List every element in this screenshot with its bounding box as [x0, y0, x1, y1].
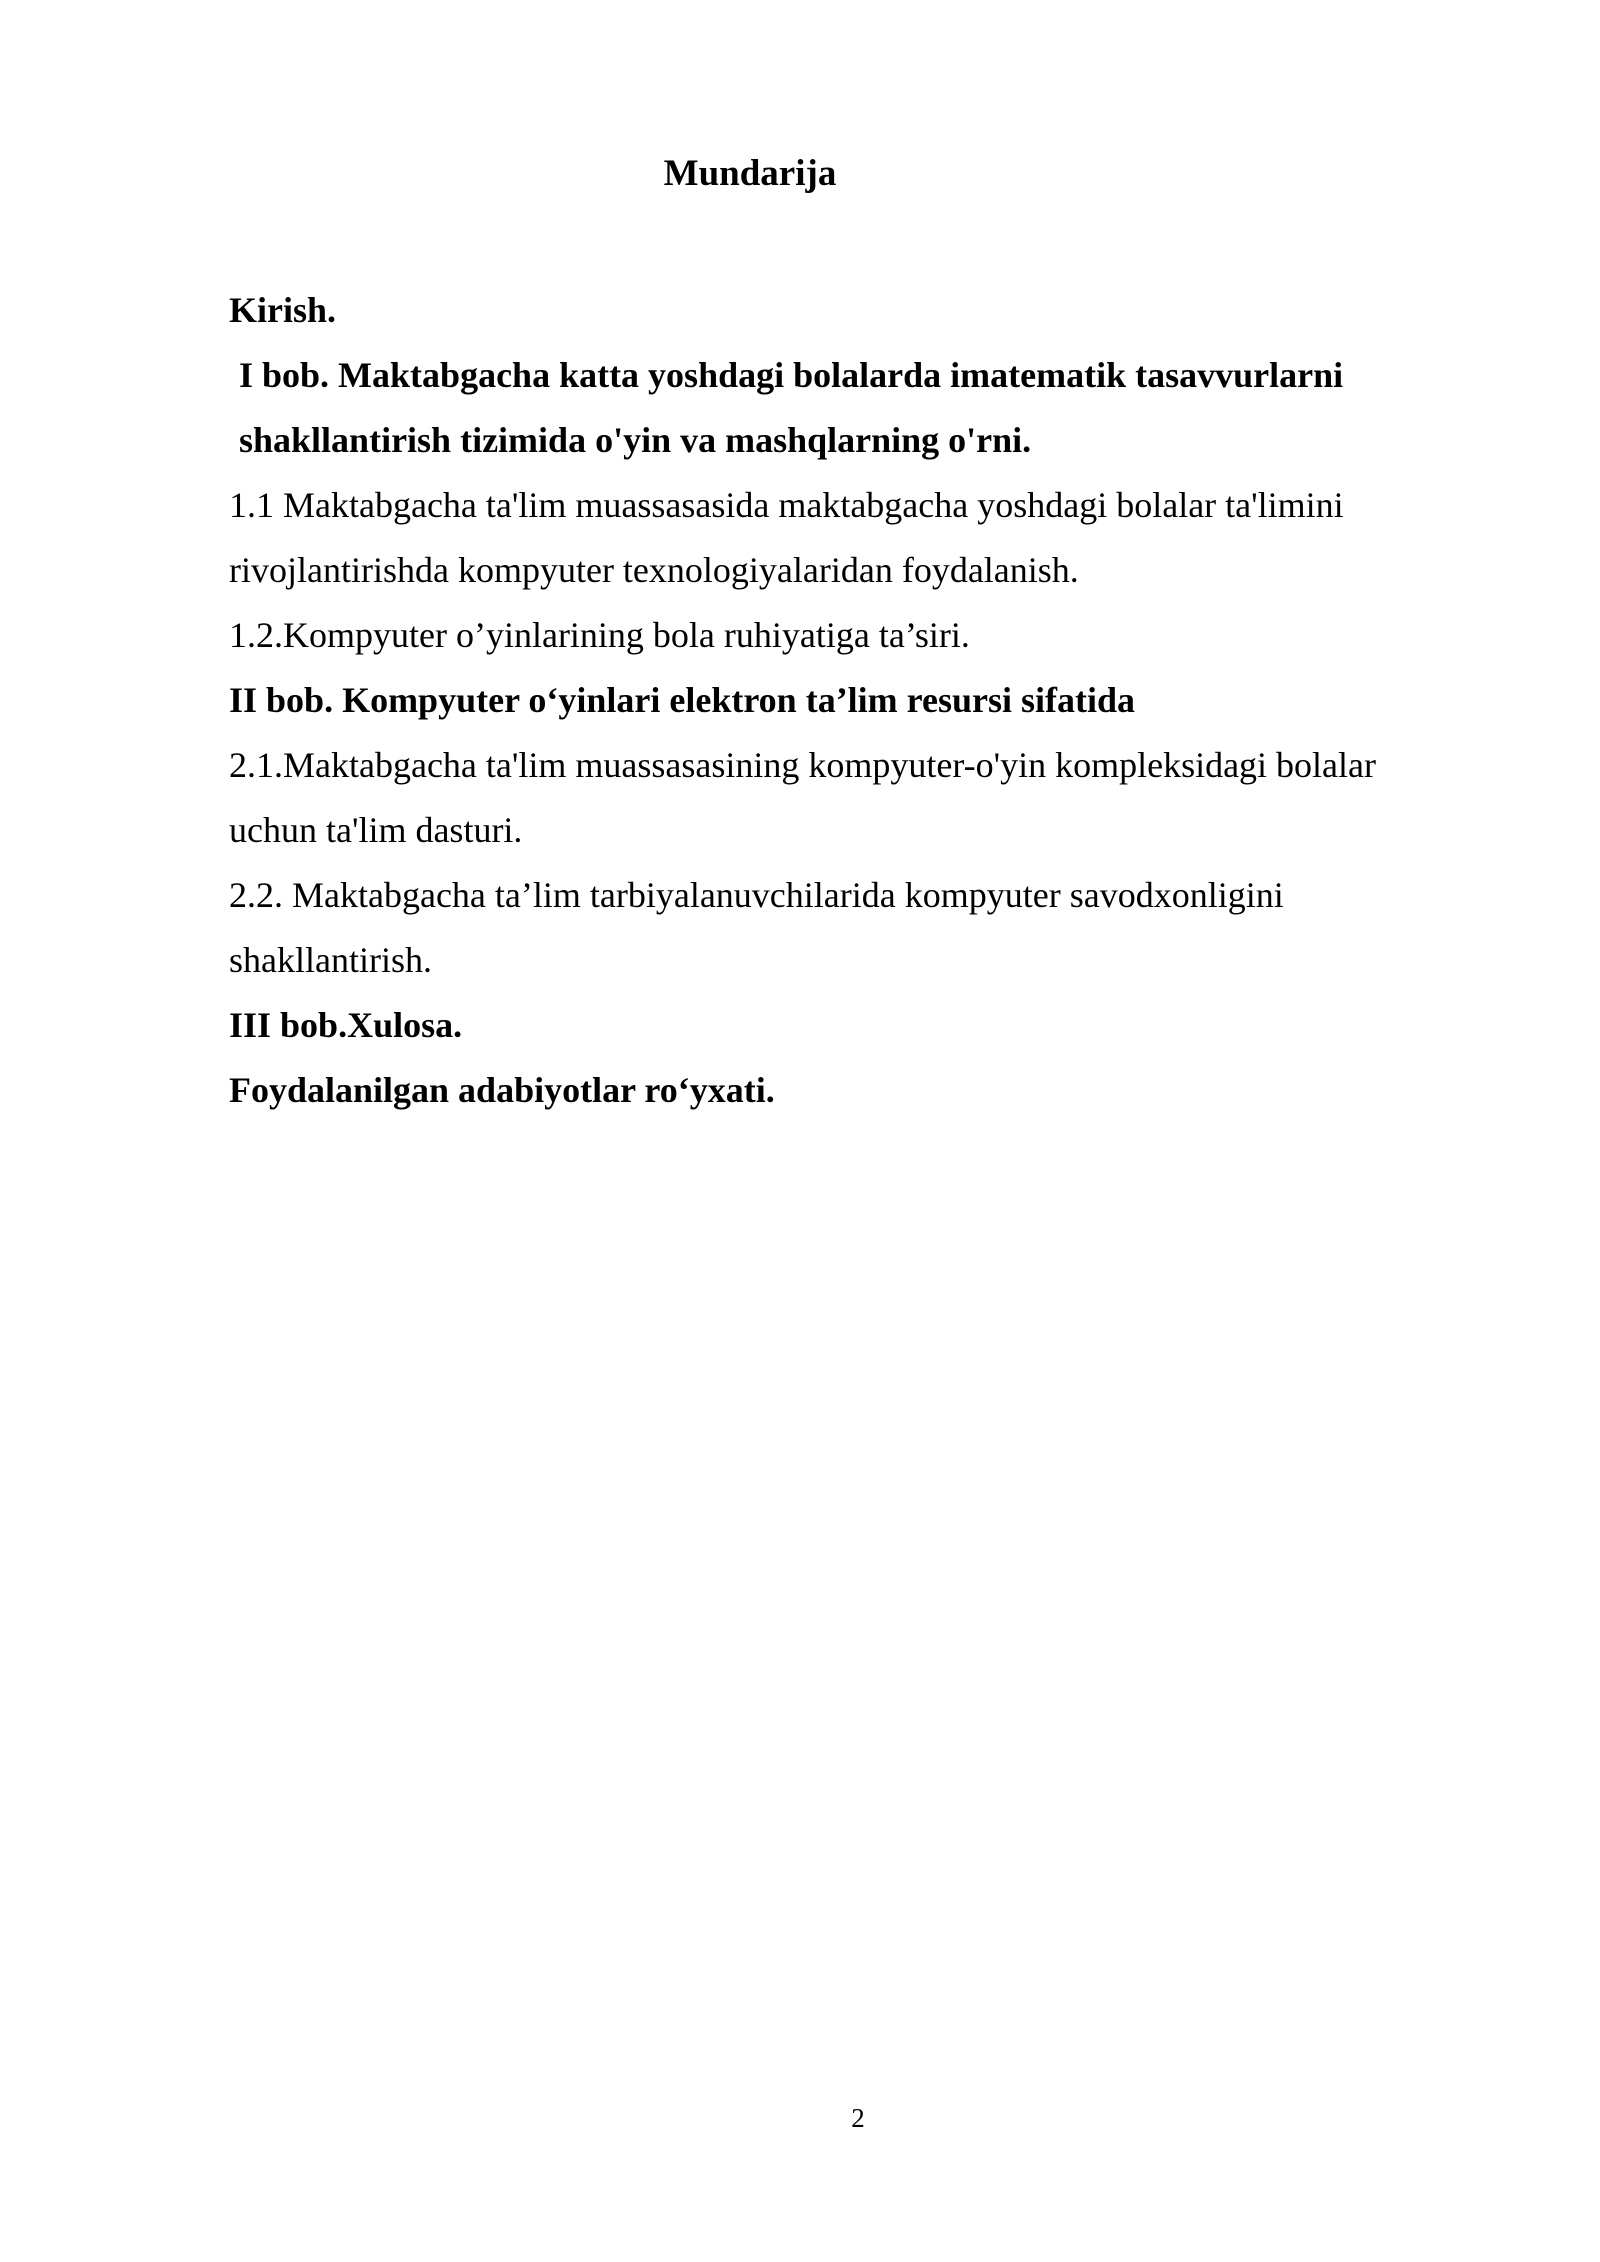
toc-entry-introduction: Kirish.	[229, 290, 337, 330]
page-title: Mundarija	[663, 153, 837, 194]
toc-entry-bibliography: Foydalanilgan adabiyotlar ro‘yxati.	[229, 1070, 775, 1110]
toc-entry-section-1-2: 1.2.Kompyuter o’yinlarining bola ruhiyatiga ta’siri.	[229, 615, 970, 655]
toc-entry-chapter-1: I bob. Maktabgacha katta yoshdagi bolalarda imatematik tasavvurlarni shakllantirish tizimida o'yin va mashqlarning o'rni.	[239, 355, 1344, 460]
toc-entry-section-1-1: 1.1 Maktabgacha ta'lim muassasasida maktabgacha yoshdagi bolalar ta'limini rivojlantirishda kompyuter texnologiyalaridan foydalanish.	[229, 485, 1344, 590]
toc-entry-section-2-2: 2.2. Maktabgacha ta’lim tarbiyalanuvchilarida kompyuter savodxonligini shakllantirish.	[229, 875, 1284, 980]
toc-entry-chapter-3: III bob.Xulosa.	[229, 1005, 463, 1045]
toc-entry-chapter-2: II bob. Kompyuter o‘yinlari elektron ta’lim resursi sifatida	[229, 680, 1136, 720]
toc-entry-section-2-1: 2.1.Maktabgacha ta'lim muassasasining kompyuter-o'yin kompleksidagi bolalar uchun ta'lim dasturi.	[229, 745, 1377, 850]
table-of-contents	[229, 278, 1459, 1123]
page-number: 2	[851, 2103, 865, 2133]
